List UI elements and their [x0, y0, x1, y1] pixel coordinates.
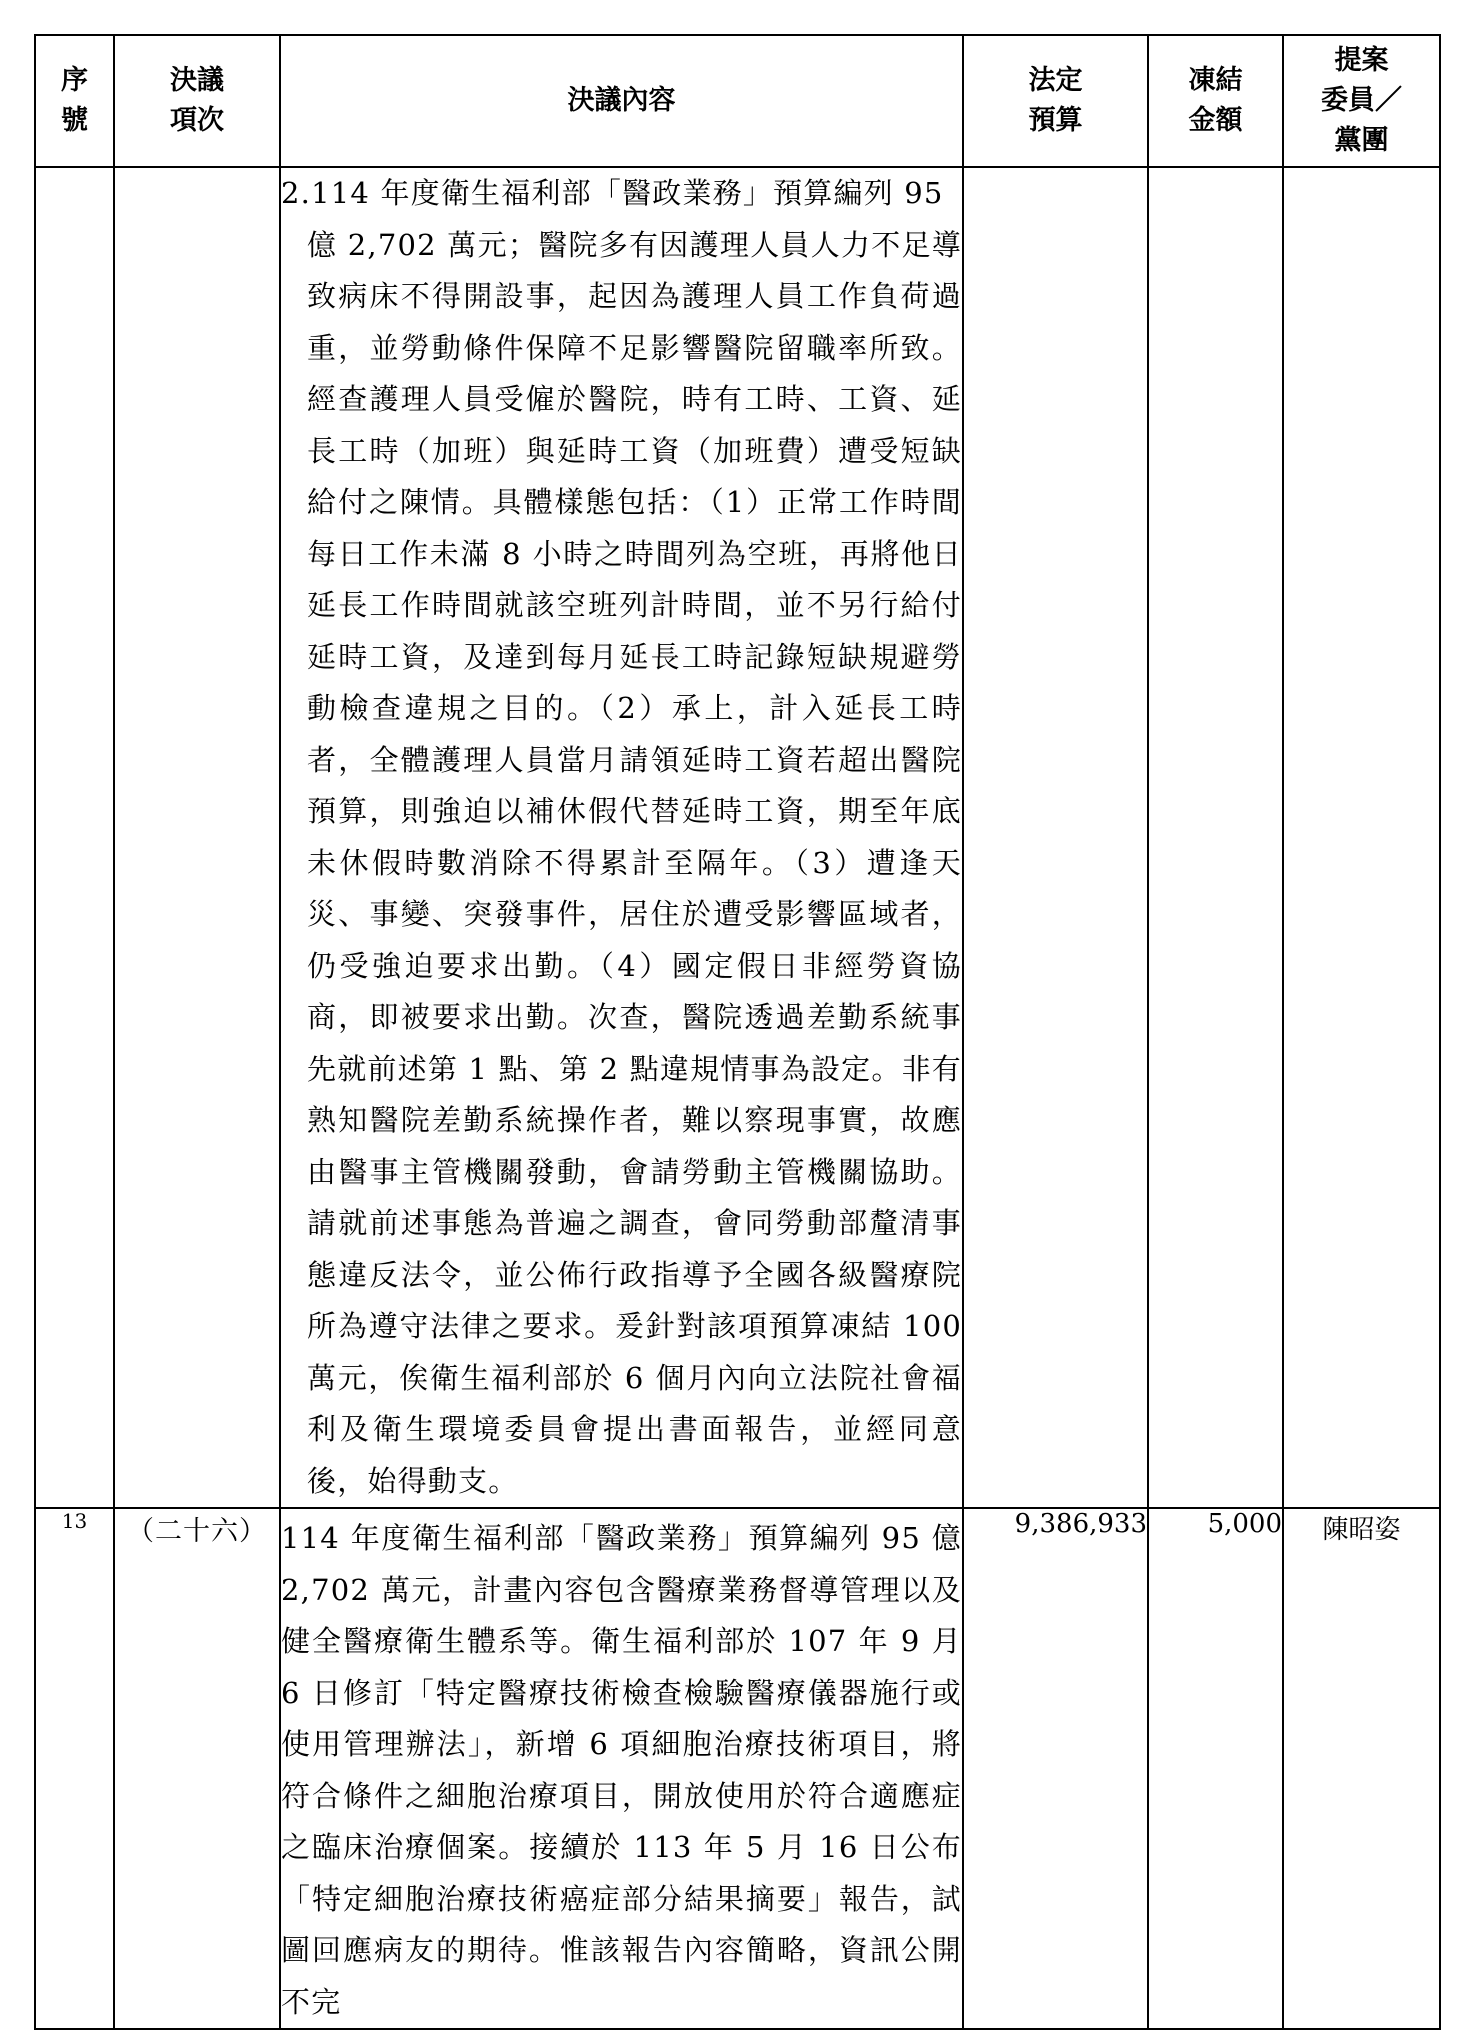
header-content: 決議內容 — [280, 35, 963, 167]
header-frozen: 凍結 金額 — [1148, 35, 1283, 167]
row-frozen: 5,000 — [1148, 1508, 1283, 2029]
row-frozen — [1148, 167, 1283, 1508]
row-seq — [35, 167, 114, 1508]
header-seq: 序 號 — [35, 35, 114, 167]
row-proposer — [1283, 167, 1440, 1508]
header-proposer: 提案 委員／ 黨團 — [1283, 35, 1440, 167]
content-first-line: 2.114 年度衛生福利部「醫政業務」預算編列 95 — [281, 176, 944, 210]
row-budget — [963, 167, 1148, 1508]
resolution-table — [34, 34, 1441, 2030]
row-item: （二十六） — [114, 1508, 280, 2029]
row-item — [114, 167, 280, 1508]
header-row — [35, 35, 1440, 167]
row-content — [280, 167, 963, 1508]
table-row — [35, 1508, 1440, 2029]
row-budget: 9,386,933 — [963, 1508, 1148, 2029]
row-seq: 13 — [35, 1508, 114, 2029]
row-proposer: 陳昭姿 — [1283, 1508, 1440, 2029]
header-item: 決議 項次 — [114, 35, 280, 167]
row-content: 114 年度衛生福利部「醫政業務」預算編列 95 億 2,702 萬元，計畫內容包含醫療業務督導管理以及健全醫療衛生體系等。衛生福利部於 107 年 9 月 6 日修訂「特定醫療技術檢查檢驗醫療儀器施行或使用管理辦法」，新增 6 項細胞治療技術項目，將符合條件之細胞治療項目，開放使用於符合適應症之臨床治療個案。接續於 113 年 5 月 16 日公布「特定細胞治療技術癌症部分結果摘要」報告，試圖回應病友的期待。惟該報告內容簡略，資訊公開不完 — [280, 1508, 963, 2029]
table-row — [35, 167, 1440, 1508]
content-continuation: 億 2,702 萬元；醫院多有因護理人員人力不足導致病床不得開設事，起因為護理人員工作負荷過重，並勞動條件保障不足影響醫院留職率所致。經查護理人員受僱於醫院，時有工時、工資、延長工時（加班）與延時工資（加班費）遭受短缺給付之陳情。具體樣態包括：（1）正常工作時間每日工作未滿 8 小時之時間列為空班，再將他日延長工作時間就該空班列計時間，並不另行給付延時工資，及達到每月延長工時記錄短缺規避勞動檢查違規之目的。（2）承上，計入延長工時者，全體護理人員當月請領延時工資若超出醫院預算，則強迫以補休假代替延時工資，期至年底未休假時數消除不得累計至隔年。（3）遭逢天災、事變、突發事件，居住於遭受影響區域者，仍受強迫要求出勤。（4）國定假日非經勞資協商，即被要求出勤。次查，醫院透過差勤系統事先就前述第 1 點、第 2 點違規情事為設定。非有熟知醫院差勤系統操作者，難以察現事實，故應由醫事主管機關發動，會請勞動主管機關協助。請就前述事態為普遍之調查，會同勞動部釐清事態違反法令，並公佈行政指導予全國各級醫療院所為遵守法律之要求。爰針對該項預算凍結 100 萬元，俟衛生福利部於 6 個月內向立法院社會福利及衛生環境委員會提出書面報告，並經同意後，始得動支。 — [307, 227, 962, 1498]
header-budget: 法定 預算 — [963, 35, 1148, 167]
